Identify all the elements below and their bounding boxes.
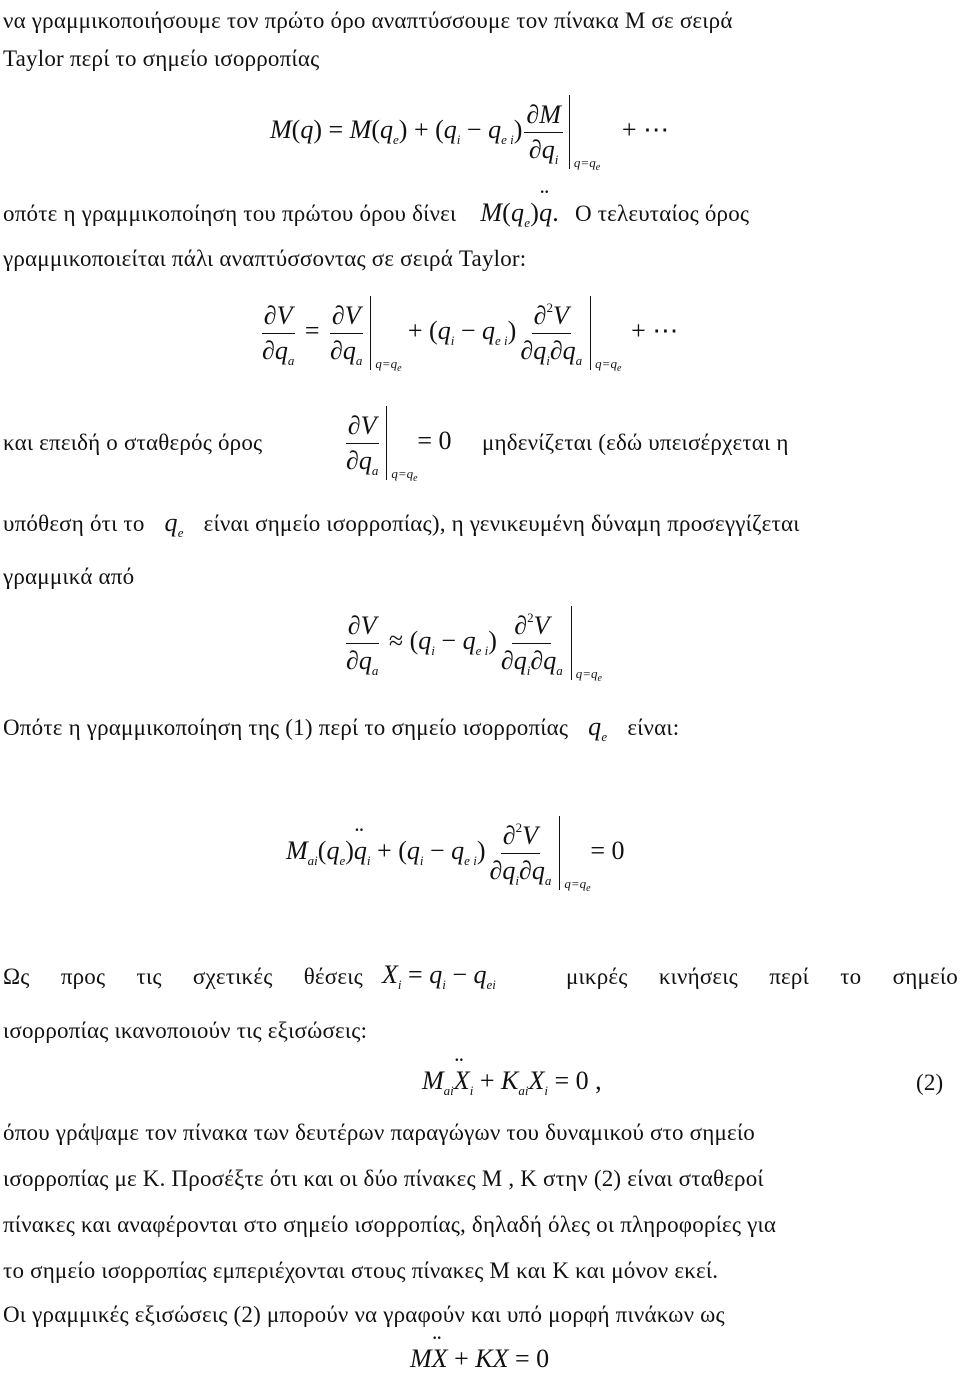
equation-taylor-v: $\frac{\partial V}{\partial q_a}$ = $\frac{\partial V}{\partial q_a}$ $q=q_e$ + $(q_i - q_{e i})$ $\frac{\partial^2V}{\partial q_i\partial q_a}$ $q=q_e$ + ⋯ [258, 296, 678, 370]
equation-taylor-m: $M(q) = M(q_e) + (q_i - q_{e i})$ $\frac{\partial M}{\partial q_i}$ $q=q_e$ + ⋯ [270, 95, 669, 169]
text-line-8 [3, 712, 679, 743]
text-line-9-right [566, 962, 958, 992]
equation-2-number: (2) [916, 1070, 944, 1095]
text-line-6 [3, 508, 800, 539]
inline-math-qe-2: $q_e$ [588, 712, 608, 744]
text-line-8-b: είναι: [627, 715, 680, 740]
inline-math-qe: $q_e$ [164, 508, 184, 540]
equation-approx: $\frac{\partial V}{\partial q_a}$ ≈ $(q_i - q_{e i})$ $\frac{\partial^2V}{\partial q_i\partial q_a}$ $q=q_e$ [342, 606, 574, 680]
text-line-3-b: Ο τελευταίος όρος [574, 201, 750, 226]
word: το [840, 964, 862, 989]
text-line-1: να γραμμικοποιήσουμε τον πρώτο όρο αναπτύσσουμε τον πίνακα M σε σειρά [3, 8, 733, 33]
inline-math-dv-zero: $\frac{\partial V}{\partial q_a}$ $q=q_e$ = 0 [342, 406, 452, 480]
text-line-9-left [3, 962, 363, 992]
inline-math-mqe: $M(q_e)¨$ q. [480, 198, 559, 227]
text-line-8-a: Οπότε η γραμμικοποίηση της (1) περί το σημείο ισορροπίας [3, 715, 569, 740]
text-line-15: Οι γραμμικές εξισώσεις (2) μπορούν να γραφούν και υπό μορφή πινάκων ως [3, 1302, 725, 1327]
text-line-12: ισορροπίας με K. Προσέξτε ότι και οι δύο πίνακες M , K στην (2) είναι σταθεροί [3, 1166, 764, 1191]
text-line-6-a: υπόθεση ότι το [3, 511, 145, 536]
text-line-13: πίνακες και αναφέρονται στο σημείο ισορροπίας, δηλαδή όλες οι πληροφορίες για [3, 1212, 777, 1237]
text-line-3-a: οπότε η γραμμικοποίηση του πρώτου όρου δίνει [3, 201, 457, 226]
text-line-7: γραμμικά από [3, 564, 135, 589]
text-line-5-b: μηδενίζεται (εδώ υπεισέρχεται η [482, 430, 789, 455]
text-line-11: όπου γράψαμε τον πίνακα των δευτέρων παραγώγων του δυναμικού στο σημείο [3, 1120, 755, 1145]
word: τις [136, 964, 162, 989]
text-line-10: ισορροπίας ικανοποιούν τις εξισώσεις: [3, 1018, 368, 1043]
word: μικρές [566, 964, 628, 989]
word: κινήσεις [658, 964, 738, 989]
equation-2: $M_{ai}¨$ $X_i + K_{ai}X_i = 0$ , [422, 1066, 602, 1096]
word: θέσεις [303, 964, 363, 989]
text-line-2: Taylor περί το σημείο ισορροπίας [3, 46, 320, 71]
word: σχετικές [192, 964, 273, 989]
equation-matrix: M¨ X + KX = 0 [410, 1344, 549, 1374]
inline-math-xi: $X_i = q_i - q_{ei}$ [382, 960, 496, 992]
word: Ως [3, 964, 30, 989]
equation-linearized: $M_{ai}(q_e)¨$ $q_i + (q_i - q_{e i})$ $\frac{\partial^2V}{\partial q_i\partial q_a}$ $q=q_e$ = 0 [286, 816, 625, 890]
word: σημείο [892, 964, 958, 989]
word: προς [60, 964, 106, 989]
text-line-6-b: είναι σημείο ισορροπίας), η γενικευμένη δύναμη προσεγγίζεται [203, 511, 800, 536]
text-line-5: και επειδή ο σταθερός όρος [3, 430, 263, 455]
word: περί [769, 964, 809, 989]
text-line-3 [3, 198, 749, 229]
text-line-14: το σημείο ισορροπίας εμπεριέχονται στους πίνακες M και K και μόνον εκεί. [3, 1258, 719, 1283]
text-line-4: γραμμικοποιείται πάλι αναπτύσσοντας σε σειρά Taylor: [3, 246, 527, 271]
